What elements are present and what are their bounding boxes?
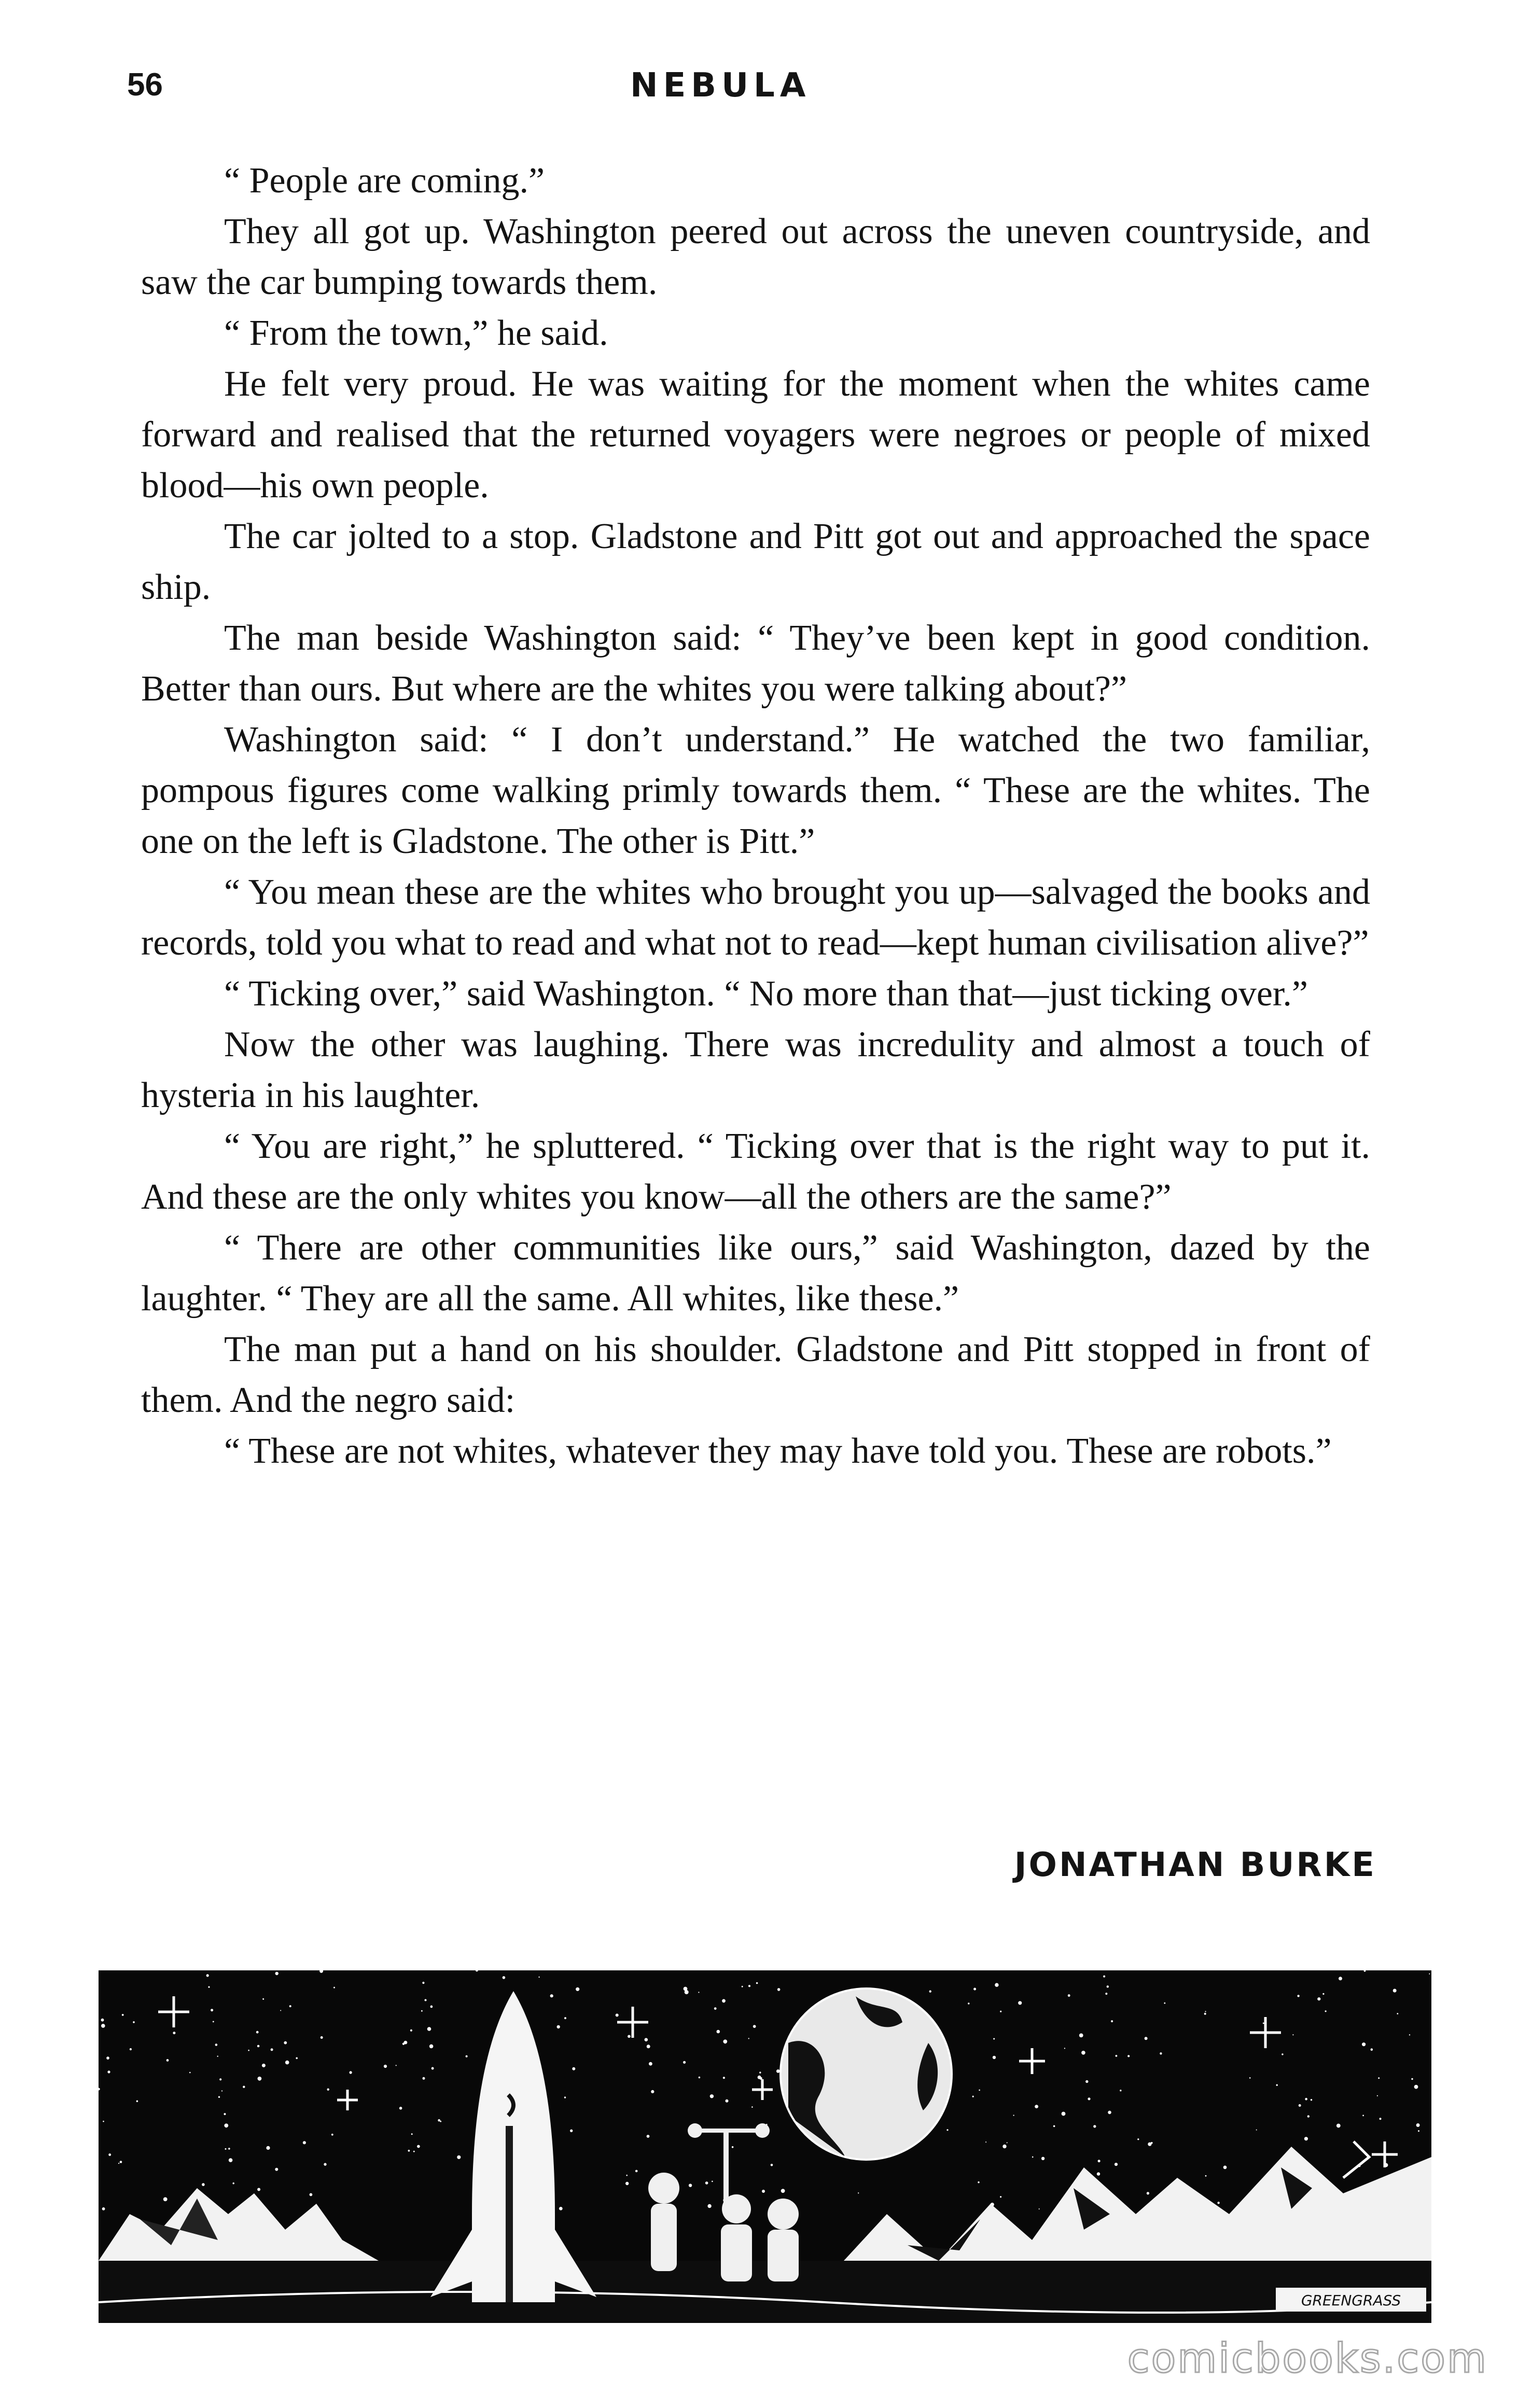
star <box>1013 2115 1014 2116</box>
star <box>1053 2125 1055 2127</box>
star <box>723 2039 727 2043</box>
star <box>1418 2130 1419 2132</box>
star <box>985 2141 986 2143</box>
star <box>103 2121 104 2122</box>
running-title: NEBULA <box>630 66 811 105</box>
star <box>1377 2095 1378 2096</box>
star <box>224 2113 226 2115</box>
star <box>1098 2160 1101 2162</box>
star <box>722 1999 726 2003</box>
star <box>689 2184 692 2187</box>
star <box>1325 2010 1327 2012</box>
star <box>233 2182 234 2184</box>
star <box>289 2005 291 2007</box>
star <box>384 2065 387 2068</box>
star <box>275 2168 278 2171</box>
paragraph: “ There are other communities like ours,” said Washington, dazed by the laughter. “ They are all the same. All whites, like these.” <box>141 1228 1370 1319</box>
star <box>284 2041 287 2045</box>
page-number: 56 <box>127 67 163 103</box>
star <box>995 1983 998 1986</box>
star <box>1127 2055 1130 2057</box>
star <box>1217 2202 1219 2204</box>
star <box>408 2150 410 2152</box>
star <box>399 2107 402 2110</box>
star <box>1105 1993 1107 1995</box>
page-header <box>127 66 1376 113</box>
star <box>1317 1997 1320 2000</box>
author-byline: JONATHAN BURKE <box>1014 1846 1376 1884</box>
story-text <box>141 156 1370 1477</box>
star <box>762 2190 765 2193</box>
star <box>1304 2137 1308 2140</box>
starfield <box>99 1970 1430 2213</box>
star <box>1068 1994 1070 1997</box>
star <box>742 1986 743 1987</box>
star <box>321 2036 323 2039</box>
star <box>425 1999 427 2001</box>
star <box>1297 1995 1299 1997</box>
star <box>1088 2097 1090 2100</box>
star <box>266 2146 270 2150</box>
star <box>430 2006 433 2008</box>
rocket-ship <box>430 1991 596 2302</box>
star <box>248 2050 249 2051</box>
star <box>1062 2112 1066 2116</box>
star <box>1000 2011 1001 2012</box>
star <box>228 2148 230 2150</box>
star <box>101 2024 105 2028</box>
star <box>1414 2085 1418 2089</box>
star <box>136 2101 138 2103</box>
star <box>101 2019 104 2022</box>
paragraph: The man beside Washington said: “ They’ve been kept in good condition. Better than ours. But where are the whites you were talking about?” <box>141 618 1370 709</box>
star <box>280 2010 281 2011</box>
star <box>423 2077 425 2080</box>
star <box>1322 1993 1324 1995</box>
star <box>1311 2099 1312 2101</box>
star <box>402 2043 405 2045</box>
star <box>1282 2053 1283 2055</box>
star <box>1362 2115 1364 2117</box>
star <box>1145 2037 1148 2040</box>
star <box>1115 2163 1118 2166</box>
star <box>108 2153 111 2156</box>
star <box>1120 2090 1121 2091</box>
star <box>1137 2138 1139 2140</box>
star <box>107 2070 110 2073</box>
star <box>1411 2078 1413 2080</box>
star <box>243 2086 245 2088</box>
star <box>422 1982 424 1984</box>
star <box>118 2163 119 2164</box>
star <box>410 2029 412 2032</box>
star <box>572 2067 575 2070</box>
star <box>421 2010 423 2012</box>
paragraph: He felt very proud. He was waiting for the moment when the whites came forward and realised that the returned voyagers were negroes or people of mixed blood—his own people. <box>141 364 1370 506</box>
star <box>1148 2143 1151 2146</box>
paragraph: “ You are right,” he spluttered. “ Ticking over that is the right way to put it. And these are the only whites you know—all the others are the same?” <box>141 1126 1370 1217</box>
star <box>431 2067 434 2070</box>
star <box>258 2077 262 2081</box>
star <box>427 2027 431 2031</box>
star <box>1223 2166 1227 2169</box>
astronaut-figures <box>648 2123 799 2281</box>
star <box>993 2056 996 2059</box>
star <box>973 1988 976 1991</box>
star <box>229 2158 233 2162</box>
star <box>625 2182 629 2185</box>
star <box>466 2055 468 2057</box>
star <box>206 1974 209 1977</box>
star <box>723 2077 725 2079</box>
star <box>411 2133 413 2135</box>
star <box>714 2007 717 2010</box>
star <box>647 2135 650 2138</box>
star <box>751 2106 753 2108</box>
star <box>705 2181 708 2185</box>
star <box>211 2009 213 2011</box>
artist-signature-plate <box>1276 2288 1426 2312</box>
star <box>1409 2034 1410 2035</box>
star <box>1205 2011 1206 2012</box>
star <box>102 2207 105 2210</box>
star <box>1081 2051 1085 2055</box>
star <box>626 2175 628 2176</box>
star <box>1002 2145 1006 2148</box>
star <box>1032 2157 1034 2158</box>
star <box>457 2155 461 2159</box>
star <box>221 2090 222 2091</box>
artist-signature: GREENGRASS <box>1301 2292 1401 2309</box>
star <box>1416 2123 1420 2127</box>
star <box>777 1988 781 1991</box>
star <box>1103 1976 1105 1978</box>
star <box>649 2062 652 2066</box>
paragraph: “ You mean these are the whites who brought you up—salvaged the books and records, told you what to read and what not to read—kept human civilisation alive?” <box>141 872 1370 963</box>
star <box>1263 2023 1264 2024</box>
star <box>1371 2048 1373 2051</box>
star <box>1085 2080 1088 2083</box>
star <box>202 2183 205 2186</box>
star <box>576 1987 579 1991</box>
star <box>189 2072 191 2074</box>
star <box>503 1976 506 1979</box>
star <box>684 1987 688 1991</box>
star <box>1378 2077 1380 2079</box>
star <box>106 2056 109 2060</box>
star <box>1339 1977 1342 1980</box>
bright-stars <box>158 1994 1398 2167</box>
star <box>296 2057 298 2060</box>
star <box>756 1982 758 1984</box>
star <box>1249 2077 1251 2079</box>
paragraph: “ Ticking over,” said Washington. “ No more than that—just ticking over.” <box>224 974 1308 1014</box>
star <box>1039 2208 1040 2209</box>
star <box>166 2059 169 2062</box>
star <box>1364 1970 1366 1972</box>
star <box>275 1972 278 1975</box>
star <box>1362 2042 1366 2046</box>
star <box>726 2099 729 2103</box>
star <box>1079 2034 1083 2038</box>
paragraph: They all got up. Washington peered out across the uneven countryside, and saw the car bumping towards them. <box>141 212 1370 302</box>
star <box>217 2056 218 2057</box>
planet <box>781 1989 952 2160</box>
star <box>978 2181 979 2183</box>
star <box>929 1990 931 1992</box>
star <box>651 2090 654 2093</box>
star <box>310 2193 313 2196</box>
ground <box>99 2261 1431 2323</box>
star <box>1007 2142 1008 2143</box>
star <box>635 2170 638 2173</box>
star <box>972 2096 974 2097</box>
star <box>1205 2175 1207 2177</box>
star <box>946 2129 948 2131</box>
star <box>224 2123 228 2127</box>
star <box>163 2197 168 2202</box>
star <box>748 2038 749 2039</box>
star <box>858 2192 859 2193</box>
star <box>979 2090 980 2091</box>
star <box>1299 2104 1301 2107</box>
star <box>438 2119 440 2122</box>
paragraph: “ People are coming.” <box>224 161 545 201</box>
star <box>712 2181 713 2182</box>
star <box>349 2071 352 2074</box>
star <box>1276 2084 1278 2086</box>
star <box>570 2130 573 2132</box>
paragraph: The man put a hand on his shoulder. Gladstone and Pitt stopped in front of them. And the negro said: <box>141 1329 1370 1420</box>
star <box>717 2030 720 2034</box>
star <box>417 2145 420 2148</box>
star <box>1107 1985 1109 1987</box>
star <box>968 2003 969 2004</box>
star <box>1305 2098 1307 2101</box>
star <box>396 2065 397 2066</box>
star <box>1018 2001 1022 2005</box>
star <box>133 2021 135 2023</box>
star <box>710 2094 714 2098</box>
star <box>557 2025 560 2028</box>
watermark: comicbooks.com <box>1127 2335 1488 2382</box>
star <box>1336 2124 1341 2128</box>
star <box>550 1994 553 1997</box>
star <box>120 2161 122 2163</box>
star <box>616 2013 619 2017</box>
star <box>1108 2111 1111 2115</box>
star <box>413 2151 415 2152</box>
star <box>1307 2115 1310 2117</box>
star <box>208 1986 210 1988</box>
star <box>732 2146 734 2148</box>
star <box>628 2035 631 2038</box>
star <box>781 2189 785 2193</box>
star <box>699 2077 701 2079</box>
star <box>173 2032 175 2034</box>
star <box>776 2069 780 2073</box>
paragraph: Washington said: “ I don’t understand.” He watched the two familiar, pompous figures come walking primly towards them. “ These are the whites. The one on the left is Gladstone. The other is Pitt.” <box>141 720 1370 861</box>
star <box>1093 2125 1096 2127</box>
star <box>645 2038 648 2041</box>
star <box>647 2045 650 2048</box>
star <box>1041 2157 1044 2160</box>
star <box>1292 2034 1293 2035</box>
paragraph: “ These are not whites, whatever they may have told you. These are robots.” <box>224 1431 1332 1471</box>
paragraph: The car jolted to a stop. Gladstone and Pitt got out and approached the space ship. <box>141 516 1370 607</box>
star <box>559 2207 563 2210</box>
star <box>1397 2013 1398 2014</box>
star <box>225 2148 227 2150</box>
star <box>1116 2055 1118 2057</box>
star <box>333 1987 335 1989</box>
star <box>440 2121 441 2122</box>
star <box>748 1985 750 1987</box>
star <box>1111 2020 1113 2022</box>
star <box>271 2048 273 2051</box>
star <box>262 2064 266 2067</box>
star <box>327 2089 329 2091</box>
star <box>759 2071 761 2073</box>
star <box>130 2048 132 2050</box>
paragraph: Now the other was laughing. There was incredulity and almost a touch of hysteria in his laughter. <box>141 1025 1370 1115</box>
star <box>331 2134 333 2136</box>
star <box>538 1977 539 1978</box>
star <box>1147 2192 1149 2194</box>
space-landscape-illustration <box>99 1970 1431 2323</box>
star <box>285 2061 289 2065</box>
star <box>564 2096 566 2098</box>
star <box>476 1970 478 1971</box>
star <box>122 2014 124 2016</box>
star <box>1064 2048 1065 2049</box>
star <box>215 2043 218 2046</box>
star <box>1160 2052 1162 2054</box>
star <box>1393 1989 1397 1993</box>
star <box>1097 2172 1100 2175</box>
star <box>753 2025 756 2028</box>
star <box>1429 1973 1430 1975</box>
star <box>1164 2003 1165 2004</box>
paragraph: “ From the town,” he said. <box>224 313 608 353</box>
star <box>218 2096 220 2098</box>
star <box>319 1970 323 1973</box>
star <box>262 1998 264 2000</box>
star <box>707 2204 711 2208</box>
star <box>1256 2130 1257 2131</box>
star <box>303 2141 306 2144</box>
star <box>698 1992 699 1993</box>
star <box>993 2038 995 2040</box>
star <box>99 2088 100 2091</box>
star <box>683 2061 686 2064</box>
star <box>564 2017 566 2019</box>
star <box>771 2164 773 2166</box>
star <box>324 2163 326 2165</box>
star <box>429 2045 434 2049</box>
star <box>213 2021 214 2023</box>
star <box>1035 2105 1038 2108</box>
star <box>1204 2013 1206 2015</box>
star <box>1380 2118 1382 2120</box>
star <box>256 2031 259 2034</box>
star <box>257 2188 260 2191</box>
star <box>257 2045 260 2048</box>
star <box>1000 2196 1001 2197</box>
star <box>219 2078 221 2080</box>
